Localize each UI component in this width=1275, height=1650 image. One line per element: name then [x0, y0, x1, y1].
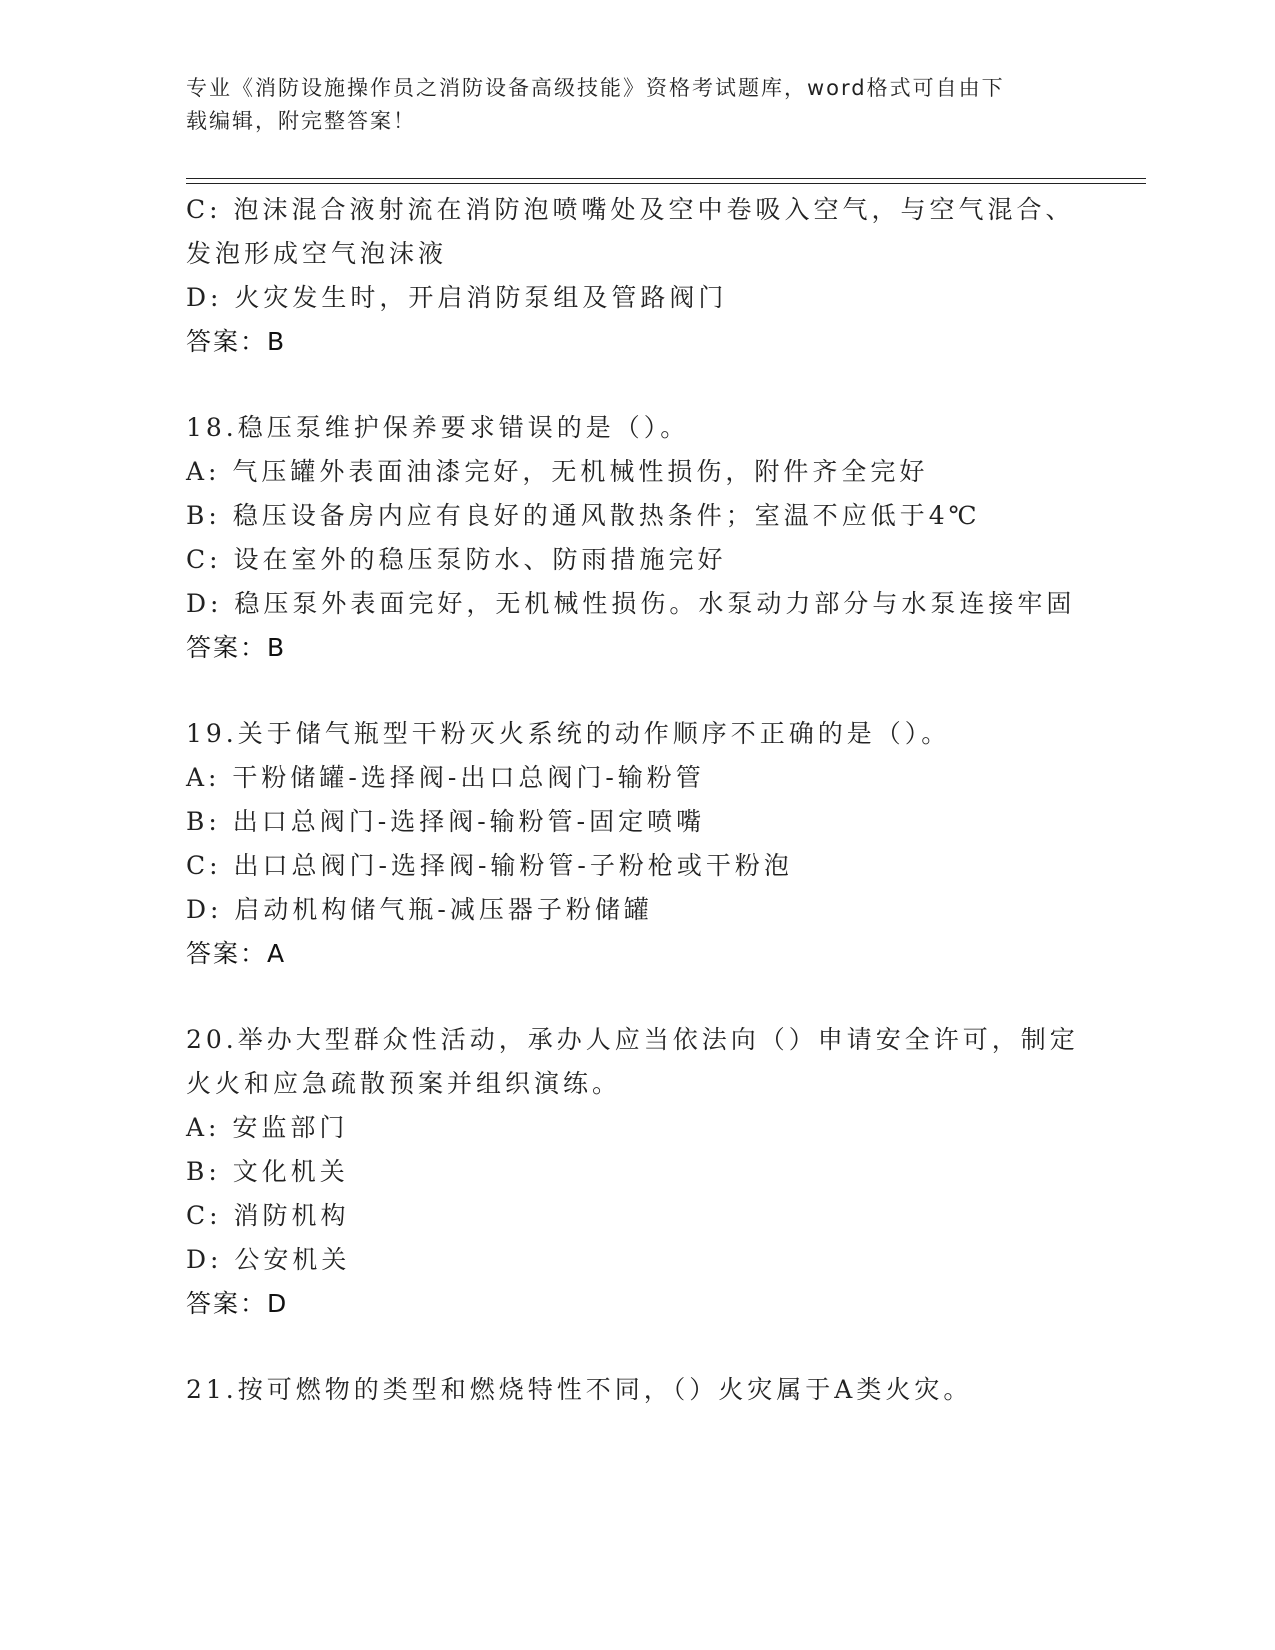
- q19-option-d: D: 启动机构储气瓶-减压器子粉储罐: [186, 895, 653, 924]
- q18-option-a: A: 气压罐外表面油漆完好，无机械性损伤，附件齐全完好: [186, 457, 929, 486]
- q20-option-d: D: 公安机关: [186, 1245, 351, 1274]
- q19-option-a: A: 干粉储罐-选择阀-出口总阀门-输粉管: [186, 763, 705, 792]
- q18-question: 18.稳压泵维护保养要求错误的是（）。: [186, 413, 690, 442]
- q20-option-c: C: 消防机构: [186, 1201, 350, 1230]
- q17-option-c-line-2: 发泡形成空气泡沫液: [186, 239, 448, 268]
- header-line-1: 专业《消防设施操作员之消防设备高级技能》资格考试题库，word格式可自由下: [186, 76, 1005, 100]
- q18-option-c: C: 设在室外的稳压泵防水、防雨措施完好: [186, 545, 727, 574]
- q18-option-d: D: 稳压泵外表面完好，无机械性损伤。水泵动力部分与水泵连接牢固: [186, 589, 1076, 618]
- q19-question: 19.关于储气瓶型干粉灭火系统的动作顺序不正确的是（）。: [186, 719, 951, 748]
- document-header: [186, 72, 1066, 138]
- header-line-2: 载编辑，附完整答案！: [186, 109, 416, 133]
- q17-answer: 答案：B: [186, 327, 287, 356]
- q18-option-b: B: 稳压设备房内应有良好的通风散热条件；室温不应低于4℃: [186, 501, 981, 530]
- q19-option-b: B: 出口总阀门-选择阀-输粉管-固定喷嘴: [186, 807, 706, 836]
- q21-question: 21.按可燃物的类型和燃烧特性不同，（）火灾属于A类火灾。: [186, 1375, 973, 1404]
- q17-option-c-line-1: C: 泡沫混合液射流在消防泡喷嘴处及空中卷吸入空气，与空气混合、: [186, 195, 1075, 224]
- q17-option-d: D: 火灾发生时，开启消防泵组及管路阀门: [186, 283, 728, 312]
- header-divider-bottom: [186, 183, 1146, 184]
- q20-answer: 答案：D: [186, 1289, 289, 1318]
- q20-option-b: B: 文化机关: [186, 1157, 349, 1186]
- q19-option-c: C: 出口总阀门-选择阀-输粉管-子粉枪或干粉泡: [186, 851, 793, 880]
- q20-option-a: A: 安监部门: [186, 1113, 349, 1142]
- q19-answer: 答案：A: [186, 939, 287, 968]
- q18-answer: 答案：B: [186, 633, 287, 662]
- q20-question-line-2: 火火和应急疏散预案并组织演练。: [186, 1069, 622, 1098]
- header-divider-top: [186, 178, 1146, 179]
- q20-question-line-1: 20.举办大型群众性活动，承办人应当依法向（）申请安全许可，制定: [186, 1025, 1079, 1054]
